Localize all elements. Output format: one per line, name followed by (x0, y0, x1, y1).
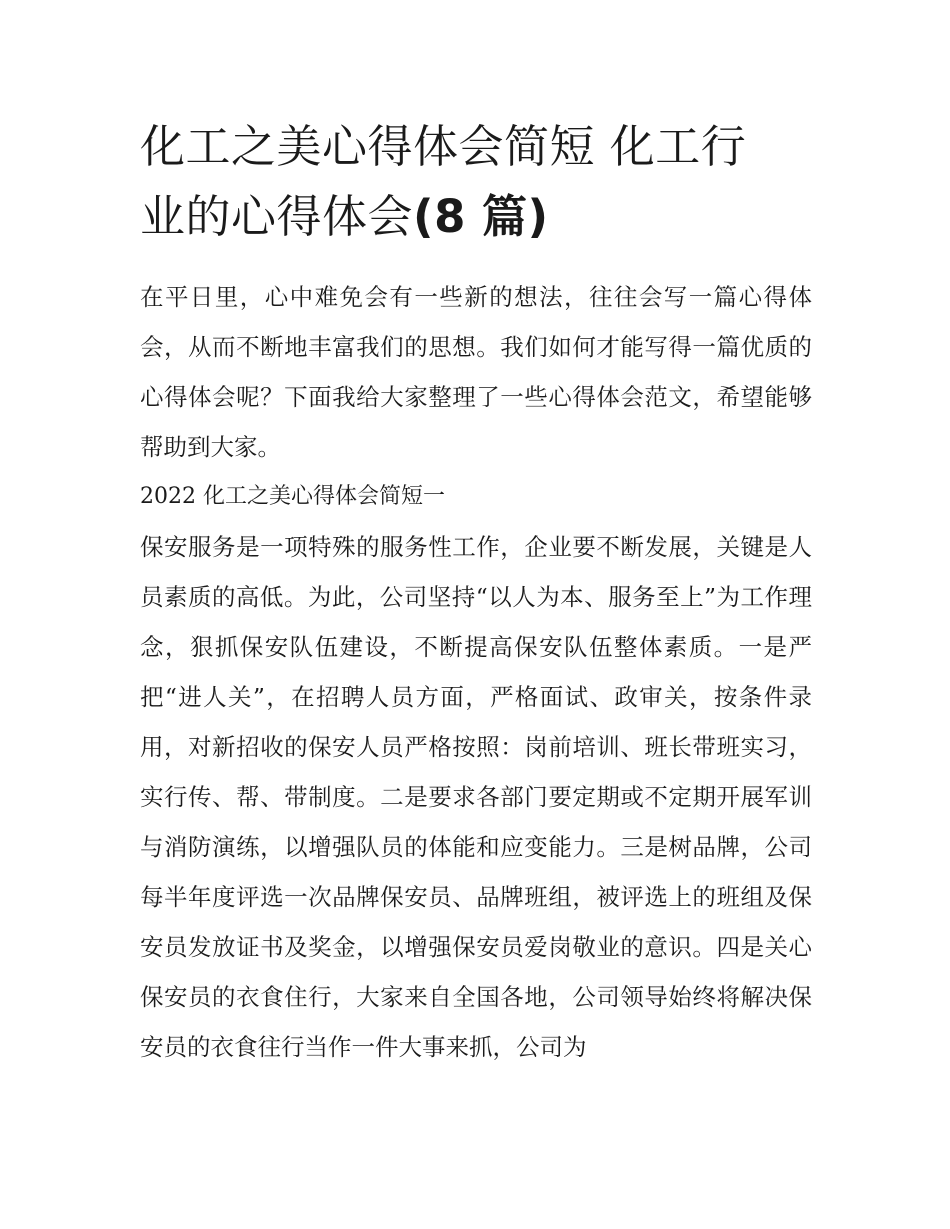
intro-paragraph: 在平日里，心中难免会有一些新的想法，往往会写一篇心得体会，从而不断地丰富我们的思想。我们如何才能写得一篇优质的心得体会呢？下面我给大家整理了一些心得体会范文，希望能够帮助到大家。 (140, 283, 812, 461)
section-heading: 2022 化工之美心得体会简短一 (140, 484, 445, 509)
title-line-2-suffix: (8 篇) (413, 190, 549, 243)
title-line-1: 化工之美心得体会简短 化工行 (140, 120, 747, 173)
document-title (140, 112, 812, 252)
body-paragraph: 保安服务是一项特殊的服务性工作，企业要不断发展，关键是人员素质的高低。为此，公司坚持“以人为本、服务至上”为工作理念，狠抓保安队伍建设，不断提高保安队伍整体素质。一是严把“进人关”，在招聘人员方面，严格面试、政审关，按条件录用，对新招收的保安人员严格按照：岗前培训、班长带班实习，实行传、帮、带制度。二是要求各部门要定期或不定期开展军训与消防演练，以增强队员的体能和应变能力。三是树品牌，公司每半年度评选一次品牌保安员、品牌班组，被评选上的班组及保安员发放证书及奖金，以增强保安员爱岗敬业的意识。四是关心保安员的衣食住行，大家来自全国各地，公司领导始终将解决保安员的衣食往行当作一件大事来抓，公司为 (140, 533, 812, 1061)
document-page (140, 112, 812, 1072)
title-line-2-prefix: 业的心得体会 (140, 190, 414, 243)
